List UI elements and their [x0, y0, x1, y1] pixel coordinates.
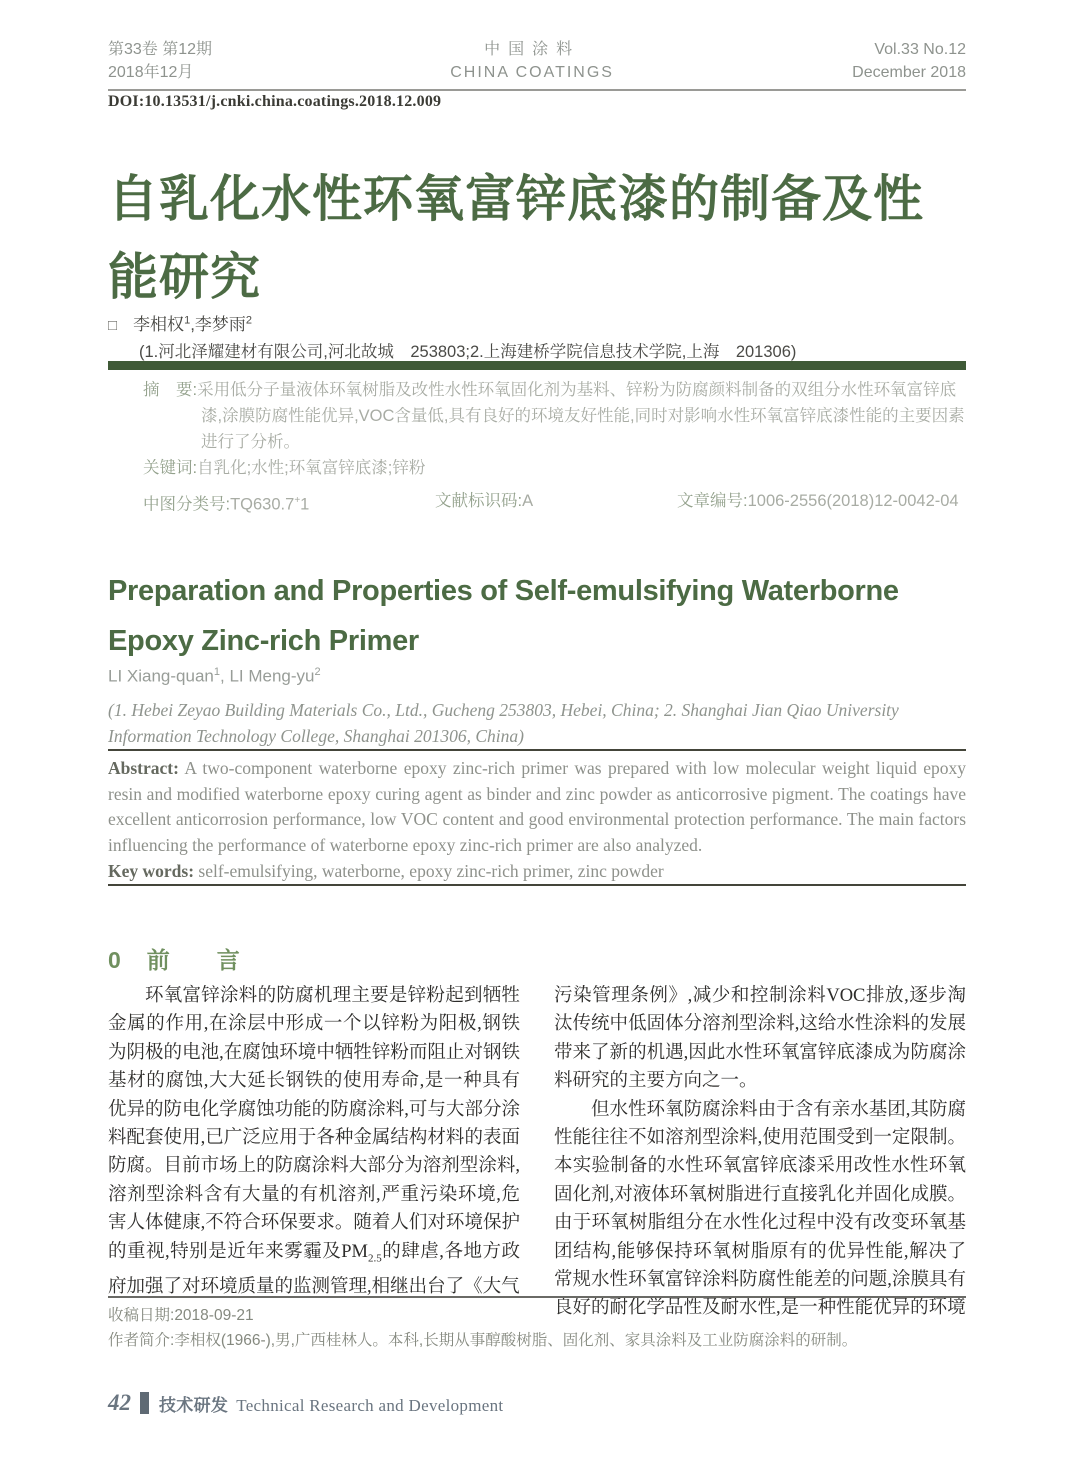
- article-title-cn: 自乳化水性环氧富锌底漆的制备及性能研究: [108, 171, 924, 305]
- keywords-text-cn: 自乳化;水性;环氧富锌底漆;锌粉: [197, 459, 426, 477]
- body-columns: [108, 982, 966, 1323]
- footnote-block: [108, 1303, 966, 1353]
- body-column-left: [108, 982, 520, 1323]
- keywords-text-en: self-emulsifying, waterborne, epoxy zinc-rich primer, zinc powder: [194, 861, 664, 881]
- abstract-block-cn: [108, 377, 966, 518]
- author-bio-line: [108, 1328, 966, 1353]
- header-vol-issue-en: Vol.33 No.12: [874, 41, 966, 58]
- author-cn-2: 李梦雨: [194, 315, 246, 334]
- article-id-value: 1006-2556(2018)12-0042-04: [747, 492, 959, 510]
- keywords-label-en: Key words:: [108, 861, 195, 881]
- title-en-line1: Preparation and Properties of Self-emulsifying Waterborne: [108, 575, 899, 607]
- clc-label: 中图分类号:: [143, 495, 231, 514]
- abstract-label-en: Abstract:: [108, 758, 179, 778]
- abstract-divider-bottom: [108, 884, 966, 886]
- footer-section-cn: 技术研发: [159, 1395, 229, 1415]
- header-date-cn: 2018年12月: [108, 64, 194, 81]
- journal-name-cn: 中国涂料: [484, 41, 581, 58]
- paragraph-intro-text-b: 的肆虐,各地方政府加强了对环境质量的监测管理,相继出台了《大气: [108, 1241, 520, 1297]
- clc-tail: 1: [300, 495, 310, 514]
- abstract-label-cn: 摘 要:: [143, 381, 198, 399]
- abstract-cn: [143, 377, 966, 455]
- keywords-cn: [143, 455, 966, 481]
- paragraph-intro-continued: 污染管理条例》,减少和控制涂料VOC排放,逐步淘汰传统中低固体分溶剂型涂料,这给水性涂料的发展带来了新的机遇,因此水性环氧富锌底漆成为防腐涂料研究的主要方向之一。: [554, 986, 966, 1092]
- bio-label: 作者简介:: [108, 1332, 175, 1349]
- pm25-subscript: 2.5: [368, 1252, 382, 1265]
- received-date-line: [108, 1303, 966, 1328]
- bio-text: 李相权(1966-),男,广西桂林人。本科,长期从事醇酸树脂、固化剂、家具涂料及工业防腐涂料的研制。: [174, 1332, 858, 1349]
- author-cn-1: 李相权: [133, 315, 185, 334]
- abstract-en: [108, 756, 966, 858]
- author-cn-1-sup: 1: [184, 314, 191, 327]
- document-code: [435, 488, 677, 518]
- clc-number: [143, 488, 435, 518]
- author-en-1: LI Xiang-quan: [108, 666, 214, 686]
- doi-line: DOI:10.13531/j.cnki.china.coatings.2018.12.009: [108, 93, 442, 110]
- abstract-text-cn: 采用低分子量液体环氧树脂及改性水性环氧固化剂为基料、锌粉为防腐颜料制备的双组分水性环氧富锌底漆,涂膜防腐性能优异,VOC含量低,具有良好的环境友好性能,同时对影响水性环氧富锌底漆性能的主要因素进行了分析。: [197, 381, 965, 451]
- header-volume-cn: [108, 38, 212, 84]
- received-value: 2018-09-21: [174, 1307, 254, 1324]
- title-separator-bar: [108, 361, 966, 370]
- header-vol-issue-cn: 第33卷 第12期: [108, 41, 213, 58]
- page-footer: [108, 1390, 966, 1416]
- section-heading: [108, 942, 966, 975]
- journal-name-en: CHINA COATINGS: [450, 64, 614, 81]
- footer-section-en: Technical Research and Development: [236, 1395, 504, 1415]
- footer-section: [159, 1391, 503, 1416]
- authors-cn: [108, 310, 966, 335]
- affiliation-en: (1. Hebei Zeyao Building Materials Co., Ltd., Gucheng 253803, Hebei, China; 2. Shanghai Jian Qiao University Information Technology College, Shanghai 201306, China): [108, 700, 899, 746]
- authors-en: [108, 666, 966, 687]
- keywords-label-cn: 关键词:: [143, 459, 198, 477]
- abstract-block-en: [108, 756, 966, 885]
- paragraph-intro-text-a: 环氧富锌涂料的防腐机理主要是锌粉起到牺牲金属的作用,在涂层中形成一个以锌粉为阳极,钢铁为阴极的电池,在腐蚀环境中牺牲锌粉而阻止对钢铁基材的腐蚀,大大延长钢铁的使用寿命,是一种具有优异的防电化学腐蚀功能的防腐涂料,可与大部分涂料配套使用,已广泛应用于各种金属结构材料的表面防腐。目前市场上的防腐涂料大部分为溶剂型涂料,溶剂型涂料含有大量的有机溶剂,严重污染环境,危害人体健康,不符合环保要求。随着人们对环境保护的重视,特别是近年来雾霾及PM: [108, 986, 520, 1262]
- journal-name: [450, 38, 614, 84]
- author-marker-square: □: [108, 317, 118, 334]
- header-divider: [108, 89, 966, 91]
- footnote-divider: [108, 1296, 966, 1298]
- clc-value: TQ630.7: [230, 495, 295, 514]
- doc-code-value: A: [522, 492, 534, 510]
- article-id-label: 文章编号:: [677, 492, 748, 510]
- section-number: 0: [108, 947, 121, 973]
- page-number: 42: [108, 1390, 131, 1415]
- header-date-en: December 2018: [852, 64, 966, 81]
- author-en-2: , LI Meng-yu: [220, 666, 315, 686]
- article-id: [677, 488, 959, 518]
- author-separator: ,: [190, 315, 195, 334]
- author-en-2-sup: 2: [314, 666, 321, 678]
- doc-code-label: 文献标识码:: [435, 492, 523, 510]
- affiliation-cn: (1.河北泽耀建材有限公司,河北故城 253803;2.上海建桥学院信息技术学院,上海 201306): [139, 343, 797, 361]
- classification-row: [143, 488, 966, 518]
- header-volume-en: [852, 38, 966, 84]
- paragraph-second: 但水性环氧防腐涂料由于含有亲水基团,其防腐性能往往不如溶剂型涂料,使用范围受到一定限制。本实验制备的水性环氧富锌底漆采用改性水性环氧固化剂,对液体环氧树脂进行直接乳化并固化成膜。由于环氧树脂组分在水性化过程中没有改变环氧基团结构,能够保持环氧树脂原有的优异性能,解决了常规水性环氧富锌涂料防腐性能差的问题,涂膜具有良好的耐化学品性及耐水性,是一种性能优异的环境: [554, 1099, 966, 1319]
- received-label: 收稿日期:: [108, 1307, 175, 1324]
- article-title-en: [108, 566, 966, 666]
- journal-header: [108, 38, 966, 84]
- title-en-line2: Epoxy Zinc-rich Primer: [108, 625, 419, 657]
- author-cn-2-sup: 2: [245, 314, 253, 327]
- footer-bar: [140, 1392, 149, 1414]
- paragraph-intro: [108, 982, 520, 1301]
- section-title: 前 言: [146, 947, 252, 973]
- body-column-right: [554, 982, 966, 1323]
- keywords-en: [108, 859, 966, 885]
- abstract-divider-top: [108, 749, 966, 751]
- abstract-text-en: A two-component waterborne epoxy zinc-rich primer was prepared with low molecular weight liquid epoxy resin and modified waterborne epoxy curing agent as binder and zinc powder as anticorrosive pigment. The coatings have excellent anticorrosion performance, low VOC content and good environmental protection performance. The main factors influencing the performance of waterborne epoxy zinc-rich primer are also analyzed.: [108, 758, 966, 855]
- author-en-1-sup: 1: [213, 666, 220, 678]
- clc-sup: +: [294, 495, 301, 506]
